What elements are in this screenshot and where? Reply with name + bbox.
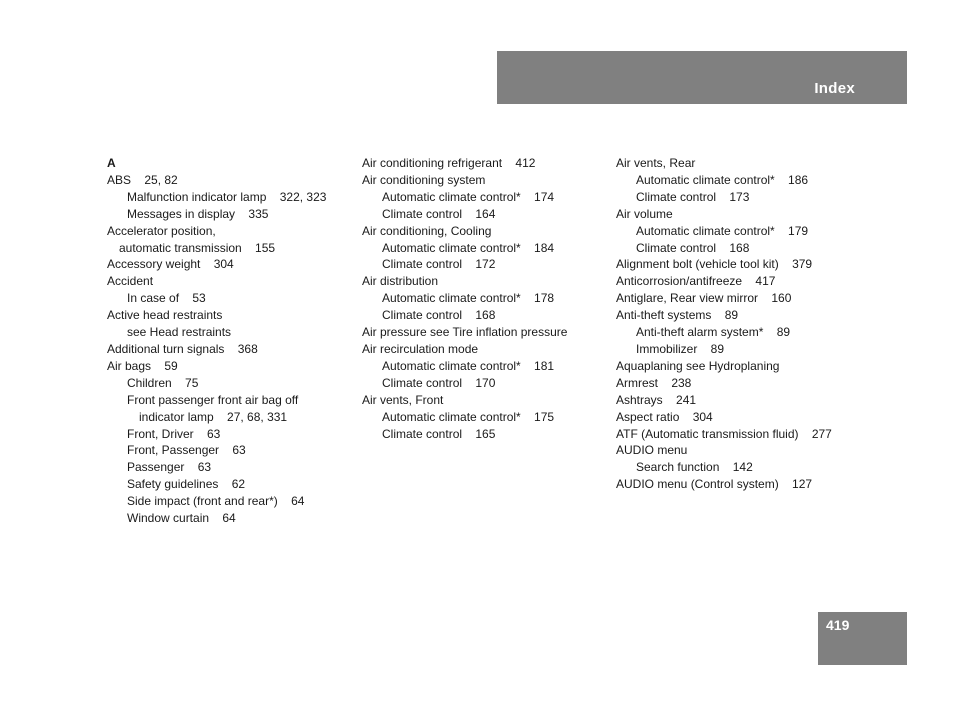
index-entry: automatic transmission 155 (119, 240, 276, 255)
index-entry: Anti-theft alarm system* 89 (636, 325, 791, 340)
index-entry: Front, Driver 63 (127, 426, 221, 441)
index-entry: Air conditioning refrigerant 412 (362, 156, 536, 170)
index-entry: ABS 25, 82 (107, 172, 178, 187)
index-letter-heading: A (107, 156, 116, 170)
index-entry: Front passenger front air bag off (127, 392, 299, 407)
index-entry: Air conditioning system (362, 172, 486, 187)
index-entry: Accessory weight 304 (107, 257, 234, 272)
index-entry: Climate control 164 (382, 206, 496, 221)
index-entry: Messages in display 335 (127, 206, 269, 221)
index-entry: Climate control 168 (636, 240, 750, 255)
index-entry: Climate control 168 (382, 308, 496, 323)
index-entry: Air recirculation mode (362, 341, 479, 356)
index-entry: In case of 53 (127, 291, 206, 306)
index-entry: Air pressure see Tire inflation pressure (362, 325, 568, 340)
header-bar (497, 51, 907, 104)
index-entry: Aspect ratio 304 (616, 409, 713, 424)
index-entry: Air vents, Rear (616, 156, 696, 170)
index-column-1 (107, 155, 355, 527)
index-entry: Air conditioning, Cooling (362, 223, 492, 238)
index-entry: Armrest 238 (616, 375, 692, 390)
index-entry: Active head restraints (107, 308, 223, 323)
index-entry: Automatic climate control* 174 (382, 189, 555, 204)
index-entry: Air distribution (362, 274, 439, 289)
index-entry: ATF (Automatic transmission fluid) 277 (616, 426, 832, 441)
index-entry: Passenger 63 (127, 460, 212, 475)
page-title: Index (814, 80, 855, 97)
index-entry: indicator lamp 27, 68, 331 (139, 409, 288, 424)
index-entry: Front, Passenger 63 (127, 443, 246, 458)
index-entry: Air volume (616, 206, 673, 221)
index-entry: Children 75 (127, 375, 199, 390)
index-entry: Climate control 173 (636, 189, 750, 204)
index-column-3 (616, 155, 906, 493)
index-entry: Search function 142 (636, 460, 753, 475)
index-entry: Side impact (front and rear*) 64 (127, 494, 305, 509)
index-entry: AUDIO menu (616, 443, 688, 458)
index-entry: Climate control 172 (382, 257, 496, 272)
index-entry: Accident (107, 274, 154, 289)
index-entry: Air vents, Front (362, 392, 444, 407)
index-entry: AUDIO menu (Control system) 127 (616, 477, 813, 492)
index-entry: see Head restraints (127, 325, 232, 340)
index-entry: Safety guidelines 62 (127, 477, 246, 492)
index-entry: Accelerator position, (107, 223, 216, 238)
index-entry: Automatic climate control* 178 (382, 291, 555, 306)
index-entry: Malfunction indicator lamp 322, 323 (127, 189, 327, 204)
index-entry: Additional turn signals 368 (107, 341, 258, 356)
index-entry: Ashtrays 241 (616, 392, 697, 407)
page-number-box (818, 612, 907, 665)
index-entry: Automatic climate control* 179 (636, 223, 809, 238)
index-entry: Immobilizer 89 (636, 341, 725, 356)
page-number: 419 (826, 617, 850, 633)
index-entry: Automatic climate control* 186 (636, 172, 809, 187)
index-entry: Climate control 170 (382, 375, 496, 390)
index-entry: Automatic climate control* 175 (382, 409, 555, 424)
index-entry: Anticorrosion/antifreeze 417 (616, 274, 776, 289)
index-entry: Alignment bolt (vehicle tool kit) 379 (616, 257, 813, 272)
index-entry: Aquaplaning see Hydroplaning (616, 358, 780, 373)
index-entry: Automatic climate control* 181 (382, 358, 555, 373)
index-entry: Antiglare, Rear view mirror 160 (616, 291, 792, 306)
index-entry: Automatic climate control* 184 (382, 240, 555, 255)
index-entry: Air bags 59 (107, 358, 178, 373)
index-entry: Climate control 165 (382, 426, 496, 441)
index-entry: Window curtain 64 (127, 511, 236, 526)
index-column-2 (362, 155, 612, 442)
index-entry: Anti-theft systems 89 (616, 308, 739, 323)
